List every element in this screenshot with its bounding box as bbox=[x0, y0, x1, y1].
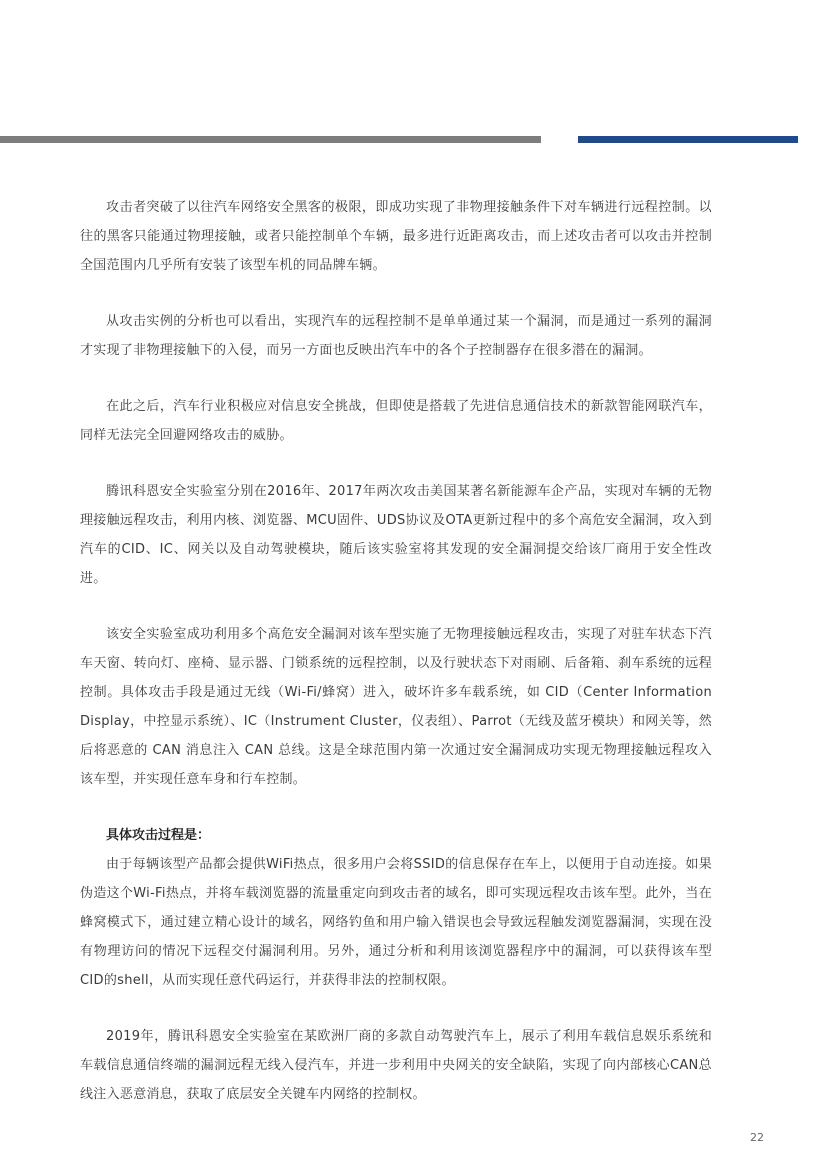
paragraph-attack-process: 由于每辆该型产品都会提供WiFi热点，很多用户会将SSID的信息保存在车上，以便用于自动连接。如果伪造这个Wi-Fi热点，并将车载浏览器的流量重定向到攻击者的域名，即可实现远程攻击该车型。此外，当在蜂窝模式下，通过建立精心设计的域名，网络钓鱼和用户输入错误也会导致远程触发浏览器漏洞，实现在没有物理访问的情况下远程交付漏洞利用。另外，通过分析和利用该浏览器程序中的漏洞，可以获得该车型CID的shell，从而实现任意代码运行，并获得非法的控制权限。 bbox=[80, 857, 712, 988]
paragraph-gap bbox=[80, 365, 712, 392]
header-rule-blue bbox=[578, 136, 798, 143]
paragraph-keen-lab-2016-2017: 腾讯科恩安全实验室分别在2016年、2017年两次攻击美国某著名新能源车企产品，实现对车辆的无物理接触远程攻击，利用内核、浏览器、MCU固件、UDS协议及OTA更新过程中的多个高危安全漏洞，攻入到汽车的CID、IC、网关以及自动驾驶模块，随后该实验室将其发现的安全漏洞提交给该厂商用于安全性改进。 bbox=[80, 484, 712, 586]
paragraph-industry-response: 在此之后，汽车行业积极应对信息安全挑战，但即使是搭载了先进信息通信技术的新款智能网联汽车，同样无法完全回避网络攻击的威胁。 bbox=[80, 399, 712, 443]
paragraph-gap bbox=[80, 450, 712, 477]
header-rule-gray bbox=[0, 136, 541, 143]
paragraph-gap bbox=[80, 280, 712, 307]
paragraph-2019-attack: 2019年，腾讯科恩安全实验室在某欧洲厂商的多款自动驾驶汽车上，展示了利用车载信息娱乐系统和车载信息通信终端的漏洞远程无线入侵汽车，并进一步利用中央网关的安全缺陷，实现了向内部核心CAN总线注入恶意消息，获取了底层安全关键车内网络的控制权。 bbox=[80, 1029, 712, 1102]
paragraph-gap bbox=[80, 794, 712, 821]
paragraph-breakthrough: 攻击者突破了以往汽车网络安全黑客的极限，即成功实现了非物理接触条件下对车辆进行远程控制。以往的黑客只能通过物理接触，或者只能控制单个车辆，最多进行近距离攻击，而上述攻击者可以攻击并控制全国范围内几乎所有安装了该型车机的同品牌车辆。 bbox=[80, 200, 712, 273]
paragraph-gap bbox=[80, 593, 712, 620]
attack-process-heading: 具体攻击过程是： bbox=[106, 828, 211, 843]
paragraph-vulnerability-chain: 从攻击实例的分析也可以看出，实现汽车的远程控制不是单单通过某一个漏洞，而是通过一系列的漏洞才实现了非物理接触下的入侵，而另一方面也反映出汽车中的各个子控制器存在很多潜在的漏洞。 bbox=[80, 314, 712, 358]
article-body bbox=[80, 193, 712, 1109]
page-number: 22 bbox=[750, 1131, 764, 1144]
paragraph-gap bbox=[80, 995, 712, 1022]
paragraph-remote-control: 该安全实验室成功利用多个高危安全漏洞对该车型实施了无物理接触远程攻击，实现了对驻车状态下汽车天窗、转向灯、座椅、显示器、门锁系统的远程控制，以及行驶状态下对雨刷、后备箱、刹车系统的远程控制。具体攻击手段是通过无线（Wi-Fi/蜂窝）进入，破坏许多车载系统，如 CID（Center Information Display，中控显示系统）、IC（Instrument Cluster，仪表组）、Parrot（无线及蓝牙模块）和网关等，然后将恶意的 CAN 消息注入 CAN 总线。这是全球范围内第一次通过安全漏洞成功实现无物理接触远程攻入该车型，并实现任意车身和行车控制。 bbox=[80, 627, 712, 787]
